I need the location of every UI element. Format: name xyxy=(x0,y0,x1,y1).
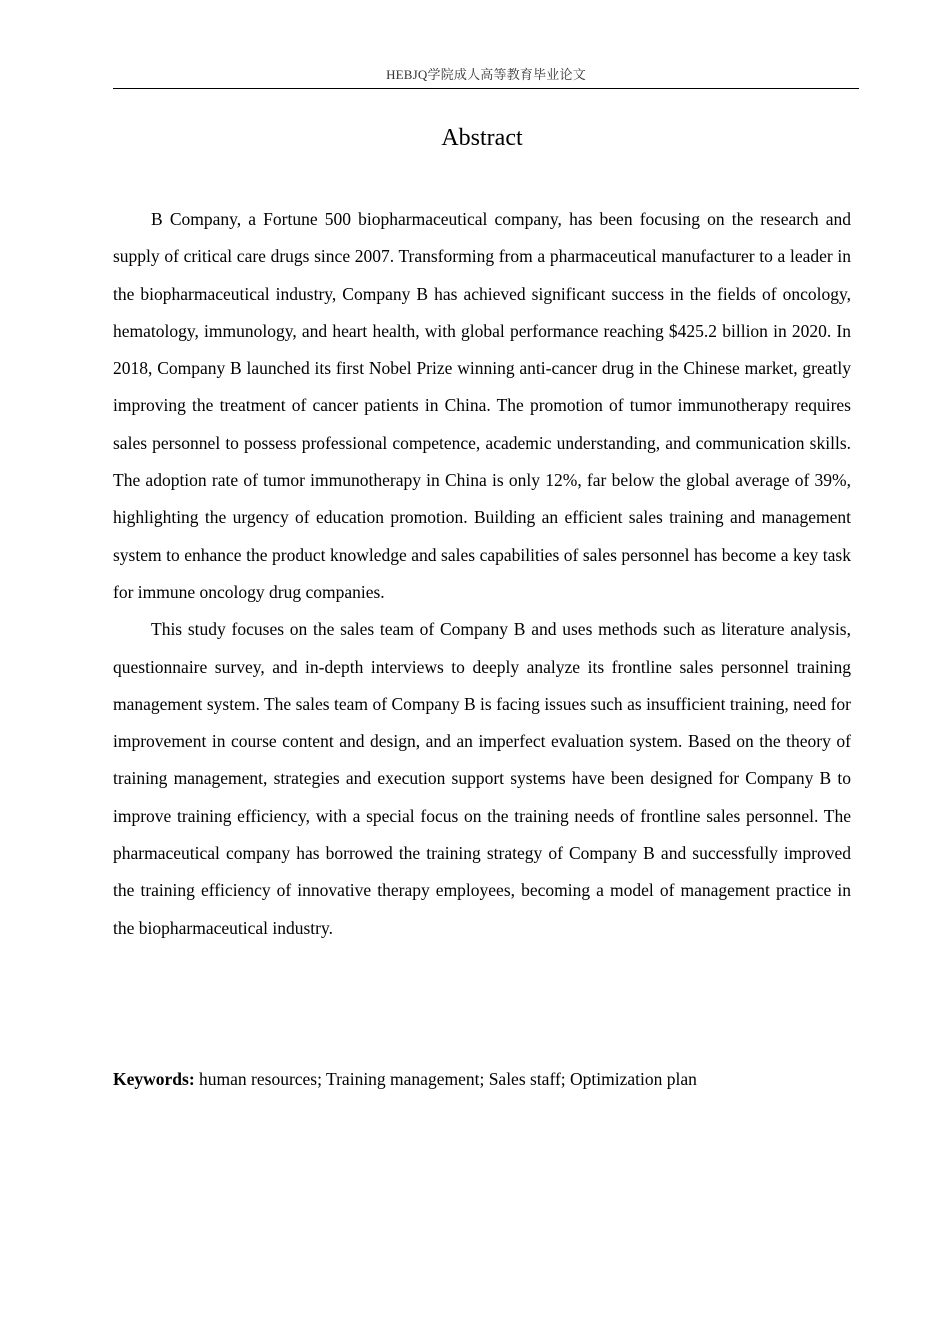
header-divider xyxy=(113,88,859,89)
running-header: HEBJQ学院成人高等教育毕业论文 xyxy=(386,67,586,82)
abstract-paragraph-1: B Company, a Fortune 500 biopharmaceutical company, has been focusing on the research and supply of critical care drugs since 2007. Transforming from a pharmaceutical manufacturer to a leader in the biopharmaceutical industry, Company B has achieved significant success in the fields of oncology, hematology, immunology, and heart health, with global performance reaching $425.2 billion in 2020. In 2018, Company B launched its first Nobel Prize winning anti-cancer drug in the Chinese market, greatly improving the treatment of cancer patients in China. The promotion of tumor immunotherapy requires sales personnel to possess professional competence, academic understanding, and communication skills. The adoption rate of tumor immunotherapy in China is only 12%, far below the global average of 39%, highlighting the urgency of education promotion. Building an efficient sales training and management system to enhance the product knowledge and sales capabilities of sales personnel has become a key task for immune oncology drug companies. xyxy=(113,209,851,602)
keywords-label: Keywords: xyxy=(113,1069,195,1089)
abstract-body xyxy=(113,201,851,947)
abstract-title: Abstract xyxy=(441,125,523,151)
abstract-paragraph-2: This study focuses on the sales team of Company B and uses methods such as literature analysis, questionnaire survey, and in-depth interviews to deeply analyze its frontline sales personnel training management system. The sales team of Company B is facing issues such as insufficient training, need for improvement in course content and design, and an imperfect evaluation system. Based on the theory of training management, strategies and execution support systems have been designed for Company B to improve training efficiency, with a special focus on the training needs of frontline sales personnel. The pharmaceutical company has borrowed the training strategy of Company B and successfully improved the training efficiency of innovative therapy employees, becoming a model of management practice in the biopharmaceutical industry. xyxy=(113,619,851,938)
keywords-text: human resources; Training management; Sales staff; Optimization plan xyxy=(199,1069,697,1089)
keywords-line xyxy=(113,1061,851,1098)
